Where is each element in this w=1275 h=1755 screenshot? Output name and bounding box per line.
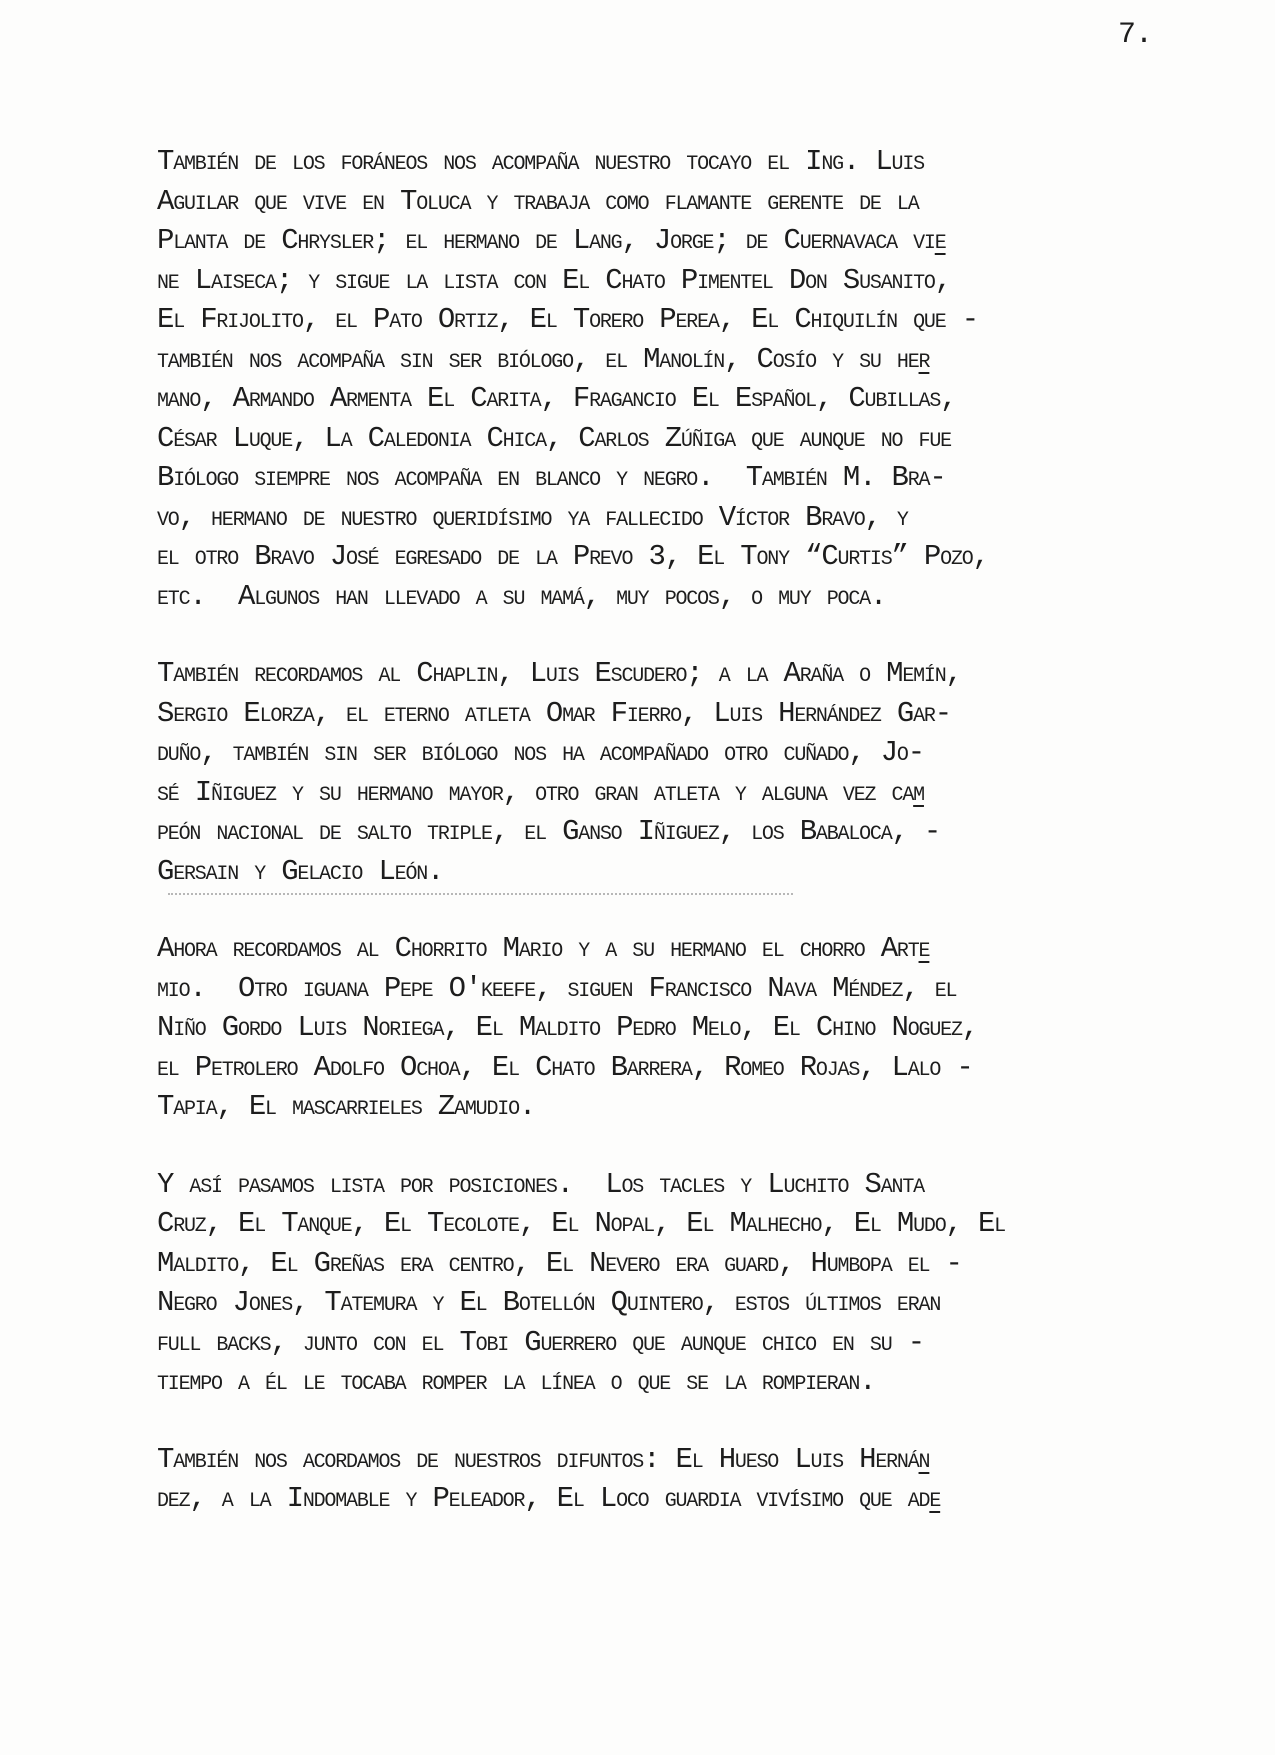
text-line: etc. Algunos han llevado a su mamá, muy pocos, o muy poca.: [157, 579, 887, 613]
text-line: También nos acordamos de nuestros difuntos: El Hueso Luis Hernán: [157, 1442, 930, 1476]
paragraph: [157, 929, 1087, 1127]
text-line: sé Iñiguez y su hermano mayor, otro gran atleta y alguna vez cam: [157, 775, 924, 809]
text-line: Maldito, El Greñas era centro, El Nevero era guard, Humbopa el -: [157, 1246, 962, 1280]
text-line: mio. Otro iguana Pepe O'keefe, siguen Francisco Nava Méndez, el: [157, 971, 957, 1005]
text-line: Cruz, El Tanque, El Tecolote, El Nopal, El Malhecho, El Mudo, El: [157, 1207, 1005, 1240]
text-line: full backs, junto con el Tobi Guerrero que aunque chico en su -: [157, 1325, 924, 1359]
text-line: Biólogo siempre nos acompaña en blanco y negro. También M. Bra-: [157, 461, 946, 494]
text-line: Y así pasamos lista por posiciones. Los tacles y Luchito Santa: [157, 1167, 924, 1201]
text-line: También de los foráneos nos acompaña nuestro tocayo el Ing. Luis: [157, 145, 924, 178]
text-line: Sergio Elorza, el eterno atleta Omar Fierro, Luis Hernández Gar-: [157, 696, 951, 730]
text-line: mano, Armando Armenta El Carita, Fragancio El Español, Cubillas,: [157, 382, 957, 415]
paragraph: [157, 142, 1087, 616]
text-line: Tapia, El mascarrieles Zamudio.: [157, 1090, 536, 1123]
text-line: el Petrolero Adolfo Ochoa, El Chato Barrera, Romeo Rojas, Lalo -: [157, 1050, 973, 1084]
page-number: 7.: [1118, 18, 1153, 52]
text-line: dez, a la Indomable y Peleador, El Loco guardia vivísimo que ade: [157, 1482, 941, 1515]
text-line: el otro Bravo José egresado de la Prevo 3, El Tony “Curtis” Pozo,: [157, 540, 989, 573]
text-line: Planta de Chrysler; el hermano de Lang, Jorge; de Cuernavaca vie: [157, 224, 946, 257]
paragraph: [157, 1440, 1087, 1519]
text-line: también nos acompaña sin ser biólogo, el Manolín, Cosío y su her: [157, 342, 930, 376]
text-line: También recordamos al Chaplin, Luis Escudero; a la Araña o Memín,: [157, 657, 962, 690]
paragraph: [157, 654, 1087, 891]
text-line: Ahora recordamos al Chorrito Mario y a su hermano el chorro Arte: [157, 932, 930, 965]
text-line: El Frijolito, el Pato Ortiz, El Torero Perea, El Chiquilín que -: [157, 303, 978, 336]
text-line: Gersain y Gelacio León.: [157, 854, 444, 888]
text-line: peón nacional de salto triple, el Ganso Iñiguez, los Babaloca, -: [157, 815, 941, 848]
document-body: [157, 142, 1087, 1557]
text-line: duño, también sin ser biólogo nos ha acompañado otro cuñado, Jo-: [157, 736, 924, 769]
text-line: vo, hermano de nuestro queridísimo ya fallecido Víctor Bravo, y: [157, 500, 908, 534]
scan-artifact-dotted-line: [168, 893, 793, 895]
text-line: Negro Jones, Tatemura y El Botellón Quintero, estos últimos eran: [157, 1286, 941, 1319]
text-line: Aguilar que vive en Toluca y trabaja como flamante gerente de la: [157, 184, 919, 218]
text-line: ne Laiseca; y sigue la lista con El Chato Pimentel Don Susanito,: [157, 263, 951, 297]
text-line: César Luque, La Caledonia Chica, Carlos Zúñiga que aunque no fue: [157, 421, 951, 455]
text-line: Niño Gordo Luis Noriega, El Maldito Pedro Melo, El Chino Noguez,: [157, 1011, 978, 1044]
text-line: tiempo a él le tocaba romper la línea o que se la rompieran.: [157, 1365, 876, 1398]
paragraph: [157, 1165, 1087, 1402]
